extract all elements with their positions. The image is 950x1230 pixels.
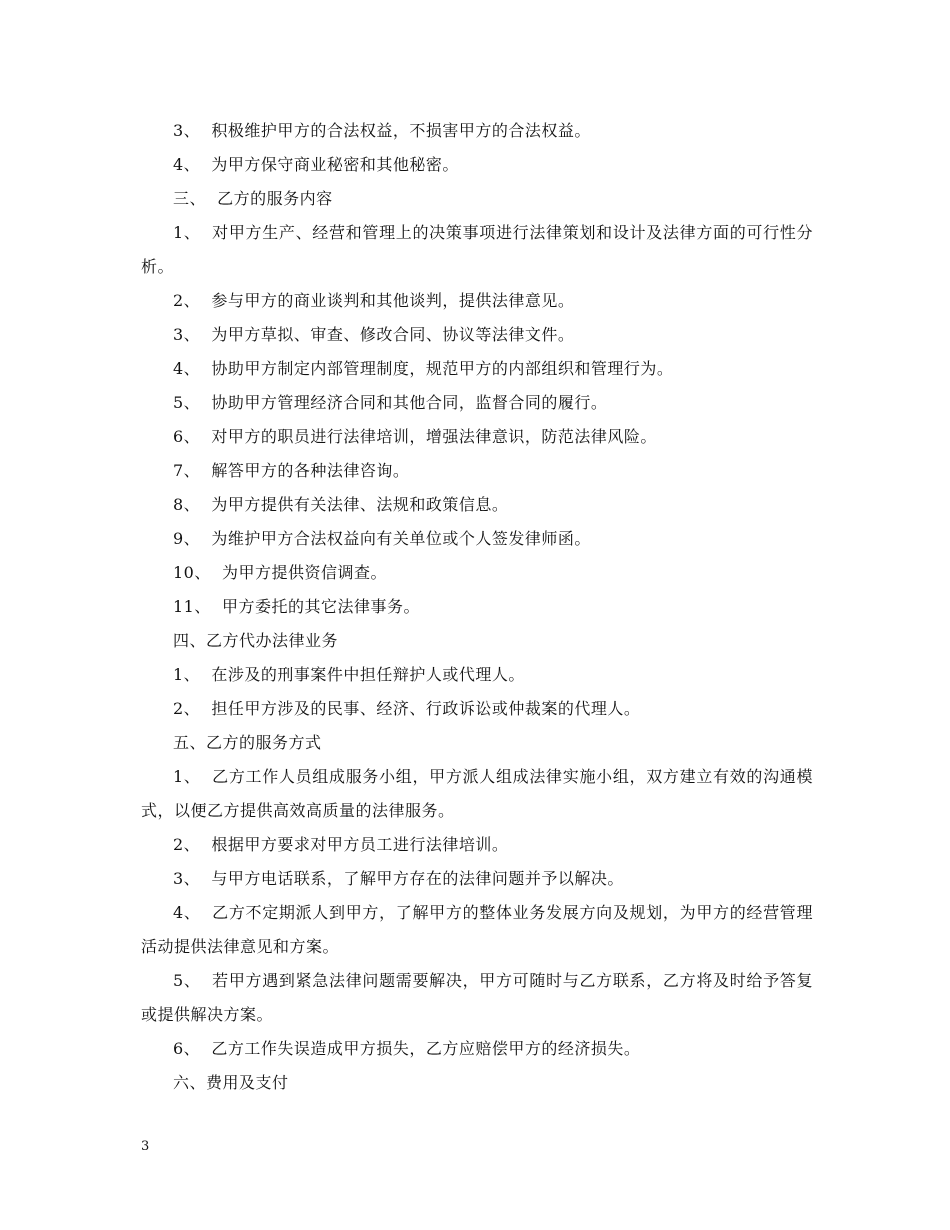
paragraph: 6、 对甲方的职员进行法律培训，增强法律意识，防范法律风险。 [173,427,657,446]
paragraph: 8、 为甲方提供有关法律、法规和政策信息。 [173,495,509,514]
document-body [141,114,813,1100]
section-heading: 四、乙方代办法律业务 [173,631,339,650]
paragraph: 3、 为甲方草拟、审查、修改合同、协议等法律文件。 [173,325,575,344]
paragraph: 2、 根据甲方要求对甲方员工进行法律培训。 [173,835,509,854]
paragraph: 1、 乙方工作人员组成服务小组，甲方派人组成法律实施小组，双方建立有效的沟通模式，以便乙方提供高效高质量的法律服务。 [141,767,813,820]
paragraph: 4、 为甲方保守商业秘密和其他秘密。 [173,155,459,174]
paragraph: 2、 担任甲方涉及的民事、经济、行政诉讼或仲裁案的代理人。 [173,699,641,718]
section-heading: 五、乙方的服务方式 [173,733,322,752]
section-heading: 三、 乙方的服务内容 [173,189,333,208]
section-heading: 六、费用及支付 [173,1073,289,1092]
paragraph: 9、 为维护甲方合法权益向有关单位或个人签发律师函。 [173,529,591,548]
paragraph: 3、 积极维护甲方的合法权益，不损害甲方的合法权益。 [173,121,591,140]
paragraph: 3、 与甲方电话联系，了解甲方存在的法律问题并予以解决。 [173,869,624,888]
paragraph: 10、 为甲方提供资信调查。 [173,563,388,582]
paragraph: 7、 解答甲方的各种法律咨询。 [173,461,410,480]
paragraph: 1、 对甲方生产、经营和管理上的决策事项进行法律策划和设计及法律方面的可行性分析。 [141,223,813,276]
paragraph: 11、 甲方委托的其它法律事务。 [173,597,421,616]
paragraph: 4、 乙方不定期派人到甲方，了解甲方的整体业务发展方向及规划，为甲方的经营管理活动提供法律意见和方案。 [141,903,813,956]
paragraph: 1、 在涉及的刑事案件中担任辩护人或代理人。 [173,665,525,684]
paragraph: 2、 参与甲方的商业谈判和其他谈判，提供法律意见。 [173,291,575,310]
paragraph: 4、 协助甲方制定内部管理制度，规范甲方的内部组织和管理行为。 [173,359,674,378]
paragraph: 5、 若甲方遇到紧急法律问题需要解决，甲方可随时与乙方联系，乙方将及时给予答复或提供解决方案。 [141,971,813,1024]
paragraph: 5、 协助甲方管理经济合同和其他合同，监督合同的履行。 [173,393,608,412]
paragraph: 6、 乙方工作失误造成甲方损失，乙方应赔偿甲方的经济损失。 [173,1039,641,1058]
page-number: 3 [141,1139,150,1154]
